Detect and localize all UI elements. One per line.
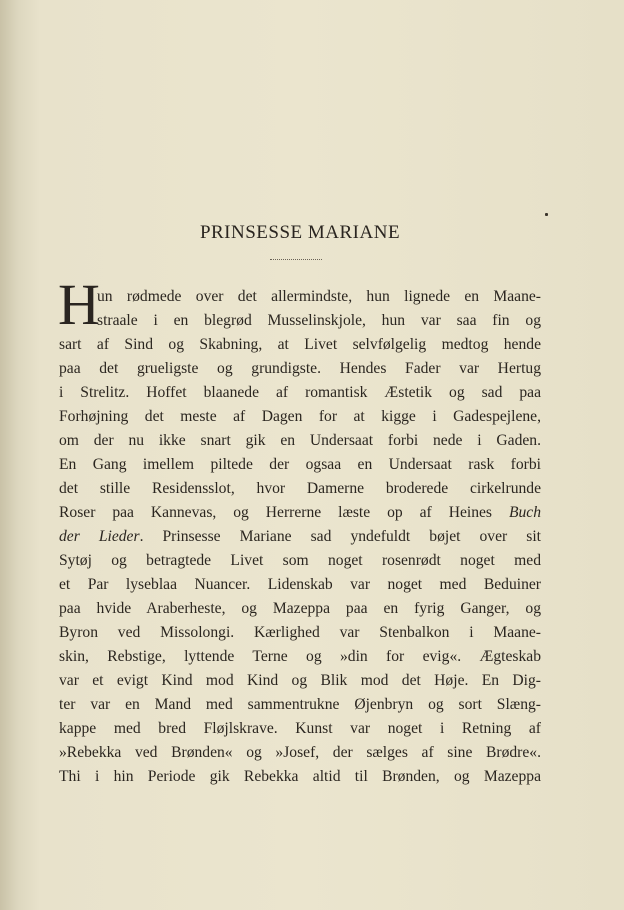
text-line: straale i en blegrød Musselinskjole, hun var saa fin og <box>97 312 541 329</box>
text-line: Byron ved Missolongi. Kærlighed var Stenbalkon i Maane- <box>59 624 541 641</box>
text-line: Sytøj og betragtede Livet som noget rosenrødt noget med <box>59 552 541 569</box>
text-line: Roser paa Kannevas, og Herrerne læste op af Heines Buch <box>59 504 541 521</box>
text-line: Thi i hin Periode gik Rebekka altid til Brønden, og Mazeppa <box>59 768 541 785</box>
text-line: der Lieder. Prinsesse Mariane sad yndefuldt bøjet over sit <box>59 528 541 545</box>
text-line: paa hvide Araberheste, og Mazeppa paa en fyrig Ganger, og <box>59 600 541 617</box>
text-line: var et evigt Kind mod Kind og Blik mod det Høje. En Dig- <box>59 672 541 689</box>
text-line: skin, Rebstige, lyttende Terne og »din for evig«. Ægteskab <box>59 648 541 665</box>
drop-cap: H <box>58 272 100 337</box>
text-line: sart af Sind og Skabning, at Livet selvfølgelig medtog hende <box>59 336 541 353</box>
text-line: kappe med bred Fløjlskrave. Kunst var noget i Retning af <box>59 720 541 737</box>
text-line: ter var en Mand med sammentrukne Øjenbryn og sort Slæng- <box>59 696 541 713</box>
text-line: »Rebekka ved Brønden« og »Josef, der sælges af sine Brødre«. <box>59 744 541 761</box>
text-line: En Gang imellem piltede der ogsaa en Undersaat rask forbi <box>59 456 541 473</box>
text-line: paa det grueligste og grundigste. Hendes Fader var Hertug <box>59 360 541 377</box>
text-line: un rødmede over det allermindste, hun lignede en Maane- <box>97 288 541 305</box>
text-line: i Strelitz. Hoffet blaanede af romantisk Æstetik og sad paa <box>59 384 541 401</box>
chapter-title: PRINSESSE MARIANE <box>199 222 401 243</box>
text-line: om der nu ikke snart gik en Undersaat forbi nede i Gaden. <box>59 432 541 449</box>
text-line: et Par lyseblaa Nuancer. Lidenskab var noget med Beduiner <box>59 576 541 593</box>
text-line: det stille Residensslot, hvor Damerne broderede cirkelrunde <box>59 480 541 497</box>
text-line: Forhøjning det meste af Dagen for at kigge i Gadespejlene, <box>59 408 541 425</box>
